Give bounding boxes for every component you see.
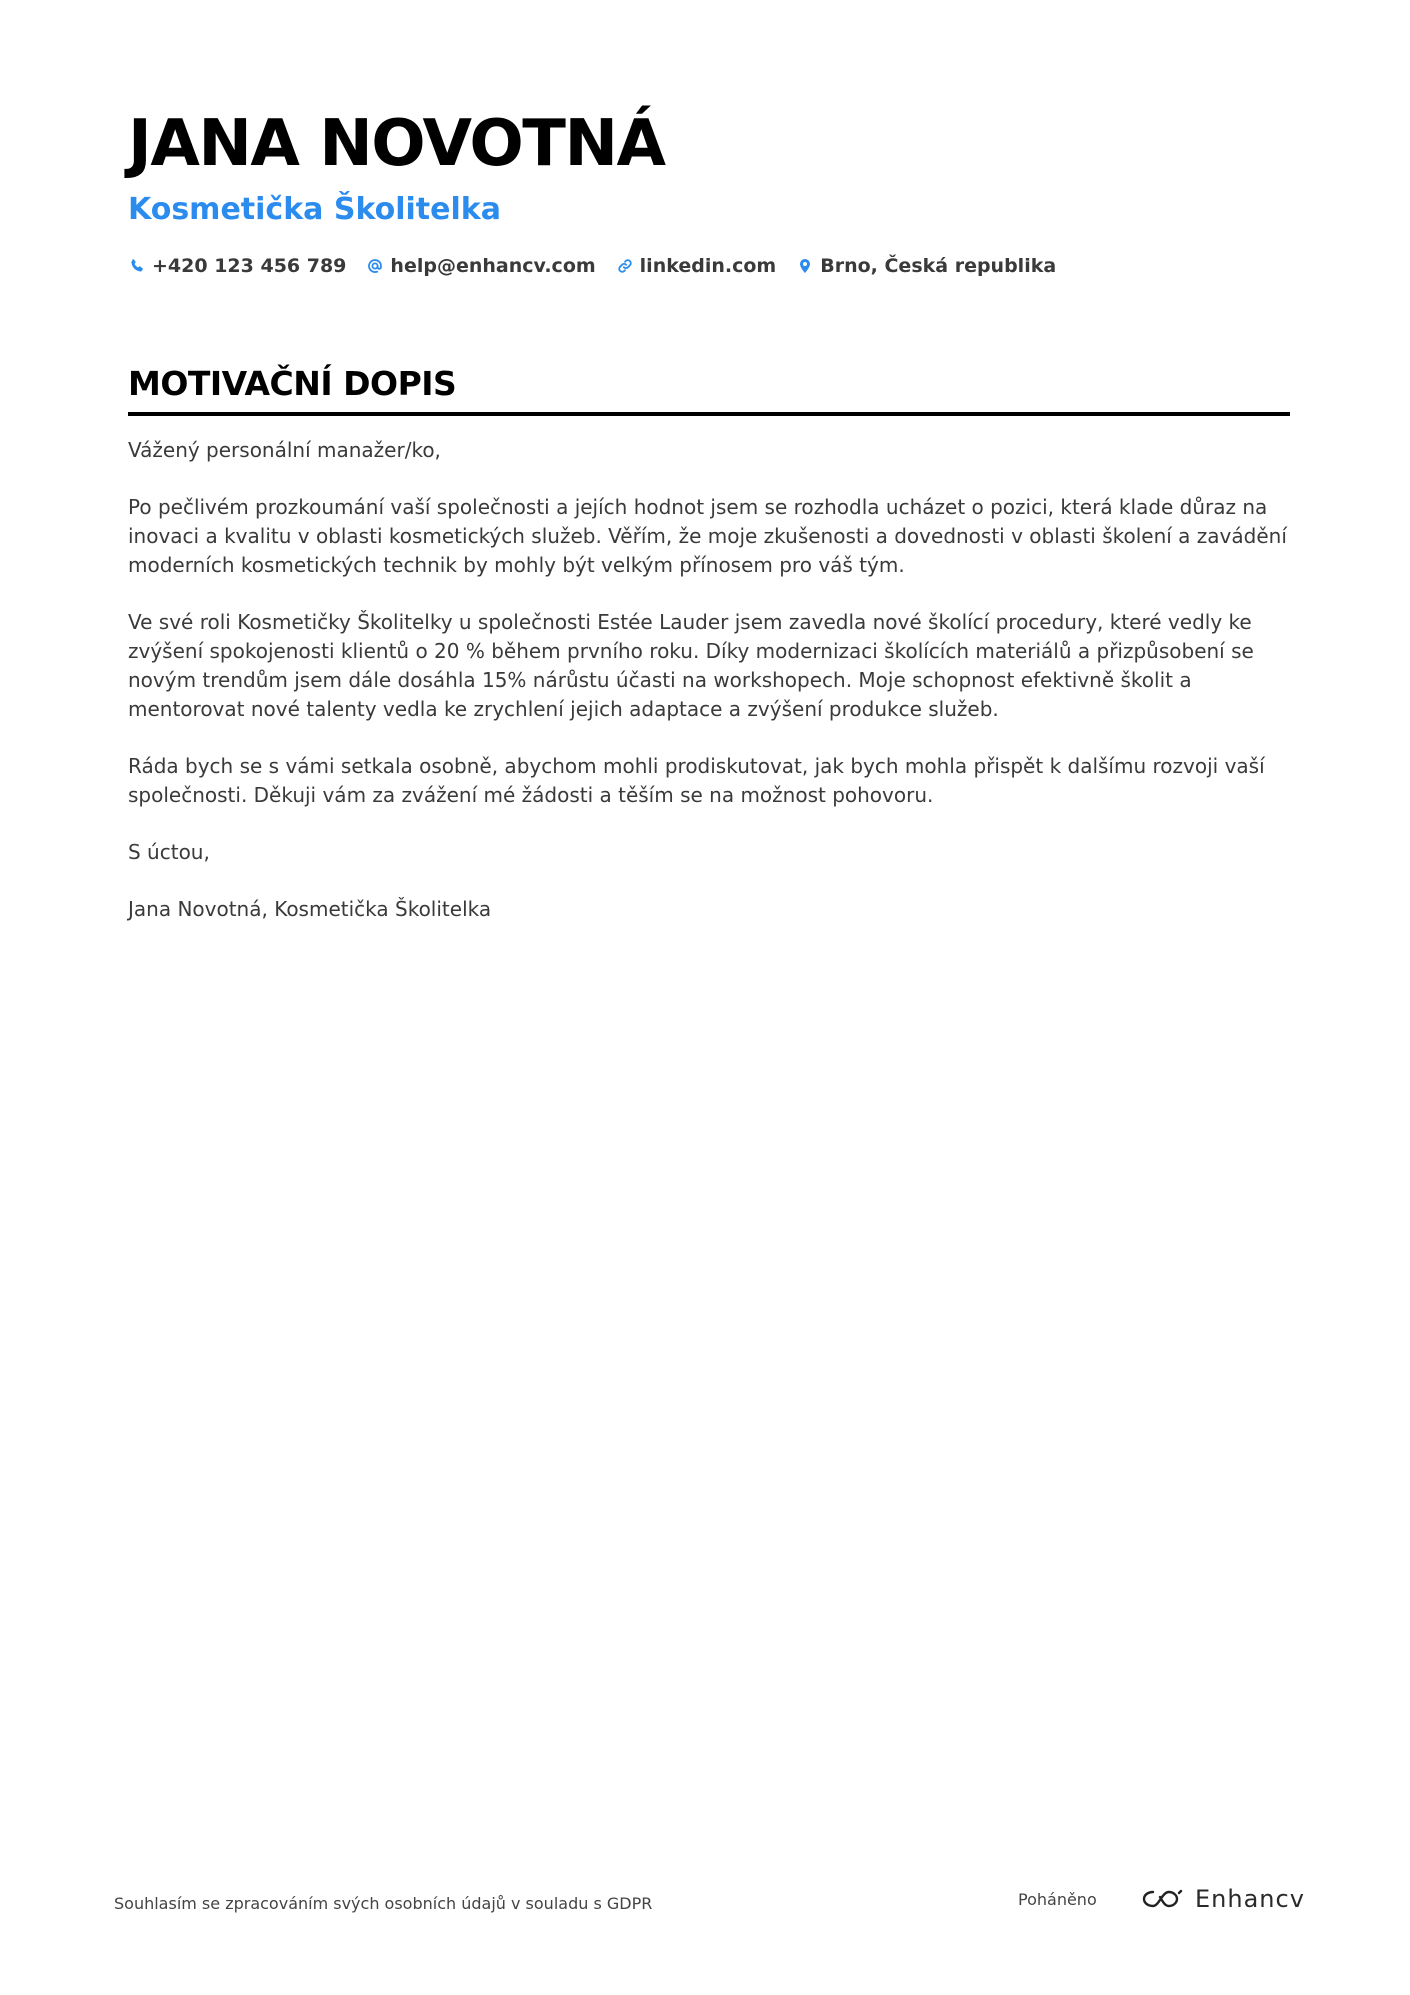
at-icon [366, 257, 384, 275]
letter-greeting: Vážený personální manažer/ko, [128, 438, 441, 462]
section-title: MOTIVAČNÍ DOPIS [128, 364, 457, 403]
contact-phone[interactable] [128, 252, 346, 280]
enhancv-logo-icon [1139, 1884, 1185, 1914]
letter-paragraph-1: Po pečlivém prozkoumání vaší společnosti a jejích hodnot jsem se rozhodla ucházet o pozici, která klade důraz na inovaci a kvalitu v oblasti kosmetických služeb. Věřím, že moje zkušenosti a dovednosti v oblasti školení a zavádění moderních kosmetických technik by mohly být velkým přínosem pro váš tým. [128, 495, 1287, 577]
candidate-role: Kosmetička Školitelka [128, 192, 501, 227]
contact-email[interactable] [366, 252, 595, 280]
contact-phone-text: +420 123 456 789 [152, 255, 347, 277]
contact-email-text: help@enhancv.com [390, 255, 596, 277]
letter-closing: S úctou, [128, 840, 210, 864]
contact-location [796, 252, 1056, 280]
gdpr-consent: Souhlasím se zpracováním svých osobních údajů v souladu s GDPR [114, 1894, 653, 1913]
letter-paragraph-3: Ráda bych se s vámi setkala osobně, abychom mohli prodiskutovat, jak bych mohla přispět k dalšímu rozvoji vaší společnosti. Děkuji vám za zvážení mé žádosti a těším se na možnost pohovoru. [128, 754, 1265, 807]
link-icon [616, 257, 634, 275]
phone-icon [128, 257, 146, 275]
contact-linkedin[interactable] [616, 252, 777, 280]
enhancv-brand-name: Enhancv [1195, 1885, 1305, 1913]
letter-signature: Jana Novotná, Kosmetička Školitelka [128, 897, 492, 921]
letter-paragraph-2: Ve své roli Kosmetičky Školitelky u společnosti Estée Lauder jsem zavedla nové školící procedury, které vedly ke zvýšení spokojenosti klientů o 20 % během prvního roku. Díky modernizaci školících materiálů a přizpůsobení se novým trendům jsem dále dosáhla 15% nárůstu účasti na workshopech. Moje schopnost efektivně školit a mentorovat nové talenty vedla ke zrychlení jejich adaptace a zvýšení produkce služeb. [128, 610, 1254, 721]
contact-location-text: Brno, Česká republika [820, 255, 1057, 277]
letter-body [128, 436, 1290, 924]
location-icon [796, 257, 814, 275]
powered-by-label: Poháněno [1018, 1890, 1097, 1909]
contact-bar [128, 252, 1288, 280]
section-divider [128, 412, 1290, 416]
header [128, 104, 1288, 280]
footer [114, 1885, 1305, 1920]
enhancv-brand[interactable] [1139, 1884, 1305, 1914]
contact-linkedin-text: linkedin.com [639, 255, 777, 277]
cover-letter-section [128, 362, 1290, 952]
candidate-name: JANA NOVOTNÁ [128, 107, 665, 181]
